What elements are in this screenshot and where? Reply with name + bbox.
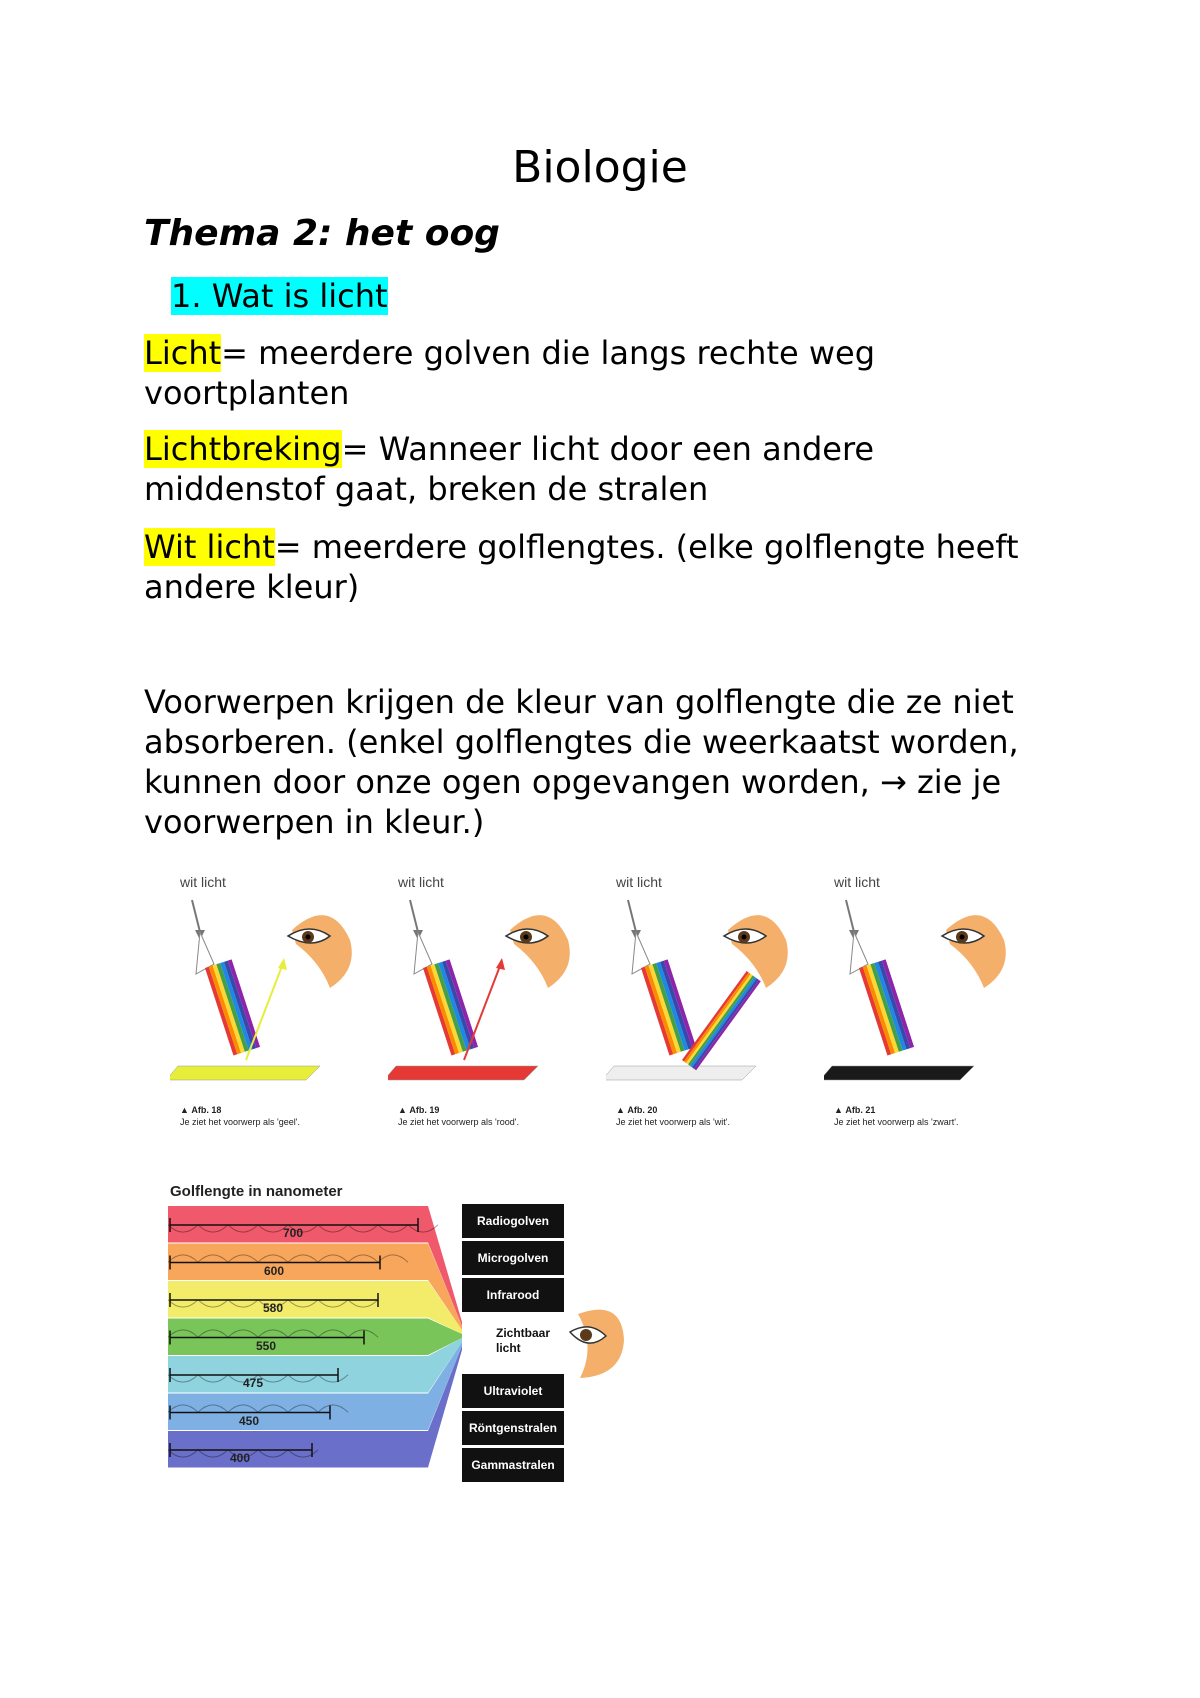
term-lichtbreking: Lichtbreking — [144, 430, 342, 468]
incoming-light-arrow — [846, 900, 854, 932]
figure-yellow — [170, 870, 380, 1140]
definition-licht — [144, 333, 1064, 413]
reflection-illustration — [824, 870, 1034, 1100]
figure-red — [388, 870, 598, 1140]
spectrum-diagram — [166, 1180, 626, 1480]
reflect-stripe — [688, 975, 755, 1065]
visible-light-label: Zichtbaar licht — [496, 1326, 551, 1355]
radiation-category-box: Radiogolven — [462, 1204, 564, 1238]
figure-black — [824, 870, 1034, 1140]
radiation-category-box: Infrarood — [462, 1278, 564, 1312]
definition-text: = meerdere golven die langs rechte weg voortplanten — [144, 334, 876, 412]
paragraph-voorwerpen: Voorwerpen krijgen de kleur van golflengte die ze niet absorberen. (enkel golflengtes die weerkaatst worden, kunnen door onze ogen opgevangen worden, → zie je voorwerpen in kleur.) — [144, 683, 1019, 841]
eye-skin — [510, 915, 570, 988]
reflected-rainbow — [682, 971, 761, 1070]
definition-wit-licht — [144, 527, 1064, 607]
figure-white — [606, 870, 816, 1140]
wit-licht-label: wit licht — [398, 874, 444, 890]
eye-iris — [580, 1329, 592, 1341]
reflect-stripe — [682, 971, 749, 1061]
wavelength-label: 475 — [242, 1376, 264, 1390]
section-heading — [171, 276, 388, 316]
reflection-illustration — [388, 870, 598, 1100]
theme-heading: Thema 2: het oog — [144, 213, 500, 254]
wavelength-label: 600 — [263, 1263, 285, 1278]
wavelength-label: 700 — [282, 1226, 304, 1240]
reflected-arrowhead — [496, 958, 505, 970]
term-licht: Licht — [144, 334, 222, 372]
reflect-stripe — [686, 974, 753, 1064]
section-title: Wat is licht — [211, 277, 388, 315]
incoming-light-arrow — [410, 900, 418, 932]
reflect-stripe — [692, 978, 759, 1068]
eye-pupil — [742, 935, 747, 940]
reflect-stripe — [694, 980, 761, 1070]
figure-caption: ▲ Afb. 20 Je ziet het voorwerp als 'wit'. — [616, 1105, 730, 1127]
wavelength-label: 400 — [229, 1451, 251, 1465]
eye-skin — [946, 915, 1006, 988]
wit-licht-label: wit licht — [834, 874, 880, 890]
eye-pupil — [524, 935, 529, 940]
reflection-figures — [170, 870, 1050, 1140]
reflected-ray — [246, 966, 282, 1060]
incoming-light-arrow — [628, 900, 636, 932]
wavelength-label: 550 — [255, 1338, 277, 1353]
reflected-arrowhead — [278, 958, 287, 970]
reflected-ray — [464, 966, 500, 1060]
incoming-light-arrow — [192, 900, 200, 932]
document-title: Biologie — [512, 142, 688, 193]
section-number: 1. Wat is licht — [171, 277, 388, 315]
reflect-stripe — [684, 972, 751, 1062]
surface — [606, 1066, 756, 1080]
definition-text: = Wanneer licht door een andere middenstof gaat, breken de stralen — [144, 430, 875, 508]
radiation-category-box: Ultraviolet — [462, 1374, 564, 1408]
eye-skin — [728, 915, 788, 988]
definition-lichtbreking — [144, 429, 1064, 509]
eye-skin — [578, 1310, 624, 1378]
reflection-illustration — [606, 870, 816, 1100]
surface — [388, 1066, 538, 1080]
wit-licht-label: wit licht — [616, 874, 662, 890]
radiation-category-box: Röntgenstralen — [462, 1411, 564, 1445]
wavelength-label: 580 — [262, 1301, 284, 1315]
wit-licht-label: wit licht — [180, 874, 226, 890]
eye-pupil — [960, 935, 965, 940]
rainbow-beam — [641, 959, 696, 1055]
surface — [170, 1066, 320, 1080]
eye-skin — [292, 915, 352, 988]
definition-text: = meerdere golflengtes. (elke golflengte heeft andere kleur) — [144, 528, 1019, 606]
reflection-illustration — [170, 870, 380, 1100]
eye-pupil — [306, 935, 311, 940]
figure-caption: ▲ Afb. 21 Je ziet het voorwerp als 'zwart'. — [834, 1105, 959, 1127]
rainbow-beam — [423, 959, 478, 1055]
rainbow-beam — [859, 959, 914, 1055]
term-wit-licht: Wit licht — [144, 528, 275, 566]
figure-caption: ▲ Afb. 18 Je ziet het voorwerp als 'geel'. — [180, 1105, 300, 1127]
radiation-category-box: Microgolven — [462, 1241, 564, 1275]
reflect-stripe — [690, 977, 757, 1067]
surface — [824, 1066, 974, 1080]
radiation-category-box: Gammastralen — [462, 1448, 564, 1482]
rainbow-beam — [205, 959, 260, 1055]
spectrum-title: Golflengte in nanometer — [170, 1183, 343, 1200]
wavelength-label: 450 — [238, 1413, 260, 1428]
figure-caption: ▲ Afb. 19 Je ziet het voorwerp als 'rood'. — [398, 1105, 519, 1127]
